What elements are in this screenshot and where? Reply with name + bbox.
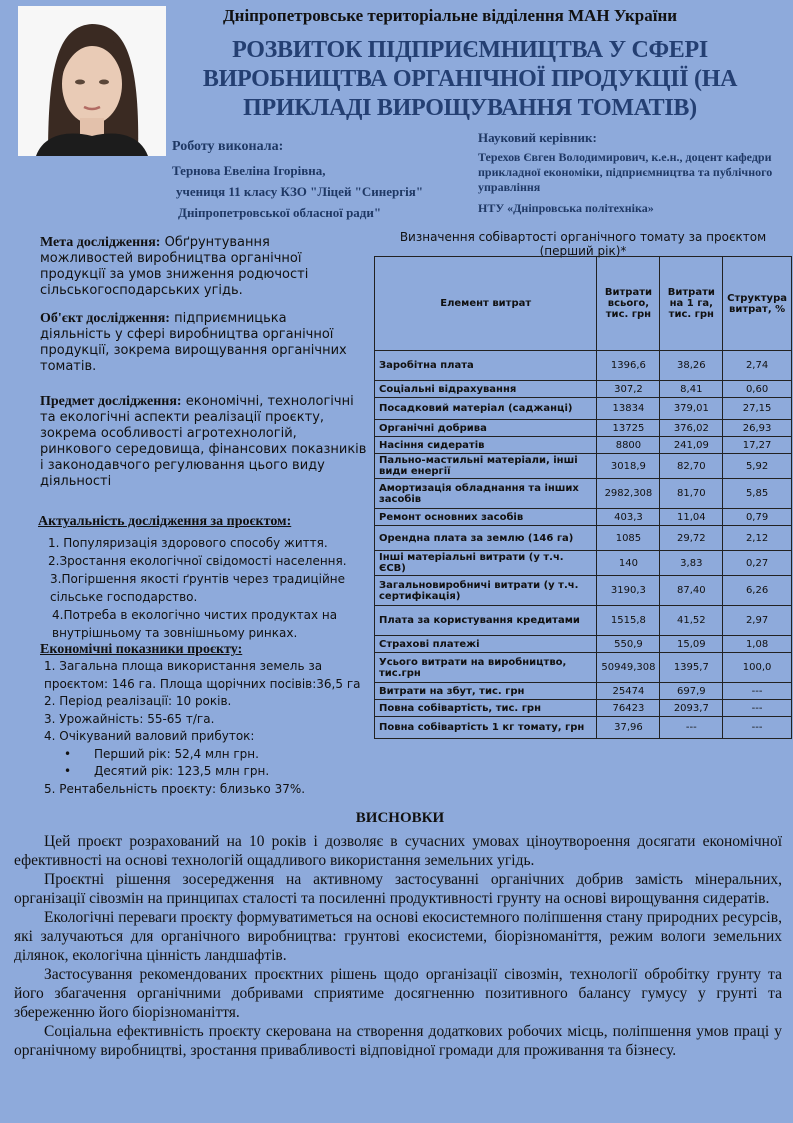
column-header: Елемент витрат — [375, 257, 597, 351]
cost-element-cell: Ремонт основних засобів — [375, 509, 597, 526]
value-cell: 15,09 — [660, 636, 723, 653]
goal-label: Мета дослідження: — [40, 235, 161, 250]
list-item: 4. Очікуваний валовий прибуток: — [44, 729, 255, 743]
author-label: Роботу виконала: — [172, 139, 284, 154]
relevance-list — [38, 534, 378, 642]
research-object — [40, 311, 360, 375]
cost-element-cell: Витрати на збут, тис. грн — [375, 683, 597, 700]
value-cell: 76423 — [597, 700, 660, 717]
list-item: 3.Погіршення якості ґрунтів через традиційне сільське господарство. — [50, 572, 346, 604]
subject-text: економічні, технологічні та екологічні аспекти реалізації проєкту, зокрема особливості агротехнологій, ринкового середовища, фінансових показників і законодавчого регулювання цього виду діяльності — [40, 394, 367, 489]
cost-table-body — [375, 351, 792, 739]
value-cell: 8,41 — [660, 381, 723, 398]
conclusions-text — [14, 832, 782, 1060]
economic-title: Економічні показники проєкту: — [40, 642, 243, 657]
cost-element-cell: Амортизація обладнання та інших засобів — [375, 479, 597, 509]
supervisor-label: Науковий керівник: — [478, 130, 597, 145]
list-item: 2.Зростання екологічної свідомості населення. — [48, 554, 347, 568]
value-cell: 2,74 — [723, 351, 792, 381]
cost-element-cell: Посадковий матеріал (саджанці) — [375, 398, 597, 420]
value-cell: 37,96 — [597, 717, 660, 739]
research-subject — [40, 394, 370, 490]
subject-label: Предмет дослідження: — [40, 394, 182, 409]
cost-element-cell: Повна собівартість 1 кг томату, грн — [375, 717, 597, 739]
table-row — [375, 437, 792, 454]
value-cell: 0,27 — [723, 551, 792, 576]
value-cell: 3018,9 — [597, 454, 660, 479]
cost-element-cell: Соціальні відрахування — [375, 381, 597, 398]
value-cell: --- — [660, 717, 723, 739]
table-row — [375, 454, 792, 479]
value-cell: 0,79 — [723, 509, 792, 526]
column-header: Витрати на 1 га, тис. грн — [660, 257, 723, 351]
value-cell: 5,92 — [723, 454, 792, 479]
table-row — [375, 683, 792, 700]
table-row — [375, 479, 792, 509]
table-row — [375, 381, 792, 398]
author-photo — [18, 6, 166, 156]
table-row — [375, 551, 792, 576]
cost-element-cell: Заробітна плата — [375, 351, 597, 381]
value-cell: 140 — [597, 551, 660, 576]
column-header: Структура витрат, % — [723, 257, 792, 351]
goal-text: Обґрунтування можливостей виробництва органічної продукції за умов зниження родючості сільськогосподарських угідь. — [40, 235, 309, 298]
list-item: 4.Потреба в екологічно чистих продуктах на внутрішньому та зовнішньому ринках. — [52, 608, 338, 640]
table-row — [375, 653, 792, 683]
cost-element-cell: Страхові платежі — [375, 636, 597, 653]
list-item: 1. Популяризація здорового способу життя. — [48, 536, 328, 550]
author-council: Дніпропетровської обласної ради" — [178, 205, 382, 220]
cost-table — [374, 256, 792, 739]
cost-element-cell: Повна собівартість, тис. грн — [375, 700, 597, 717]
organization-name: Дніпропетровське територіальне відділення МАН України — [222, 6, 678, 25]
value-cell: 0,60 — [723, 381, 792, 398]
table-caption: Визначення собівартості органічного томату за проєктом (перший рік)* — [399, 230, 767, 258]
cost-element-cell: Орендна плата за землю (146 га) — [375, 526, 597, 551]
value-cell: 11,04 — [660, 509, 723, 526]
table-row — [375, 351, 792, 381]
supervisor-name: Терехов Євген Володимирович, к.е.н., доцент кафедри прикладної економіки, підприємництва та публічного управління — [478, 150, 773, 194]
value-cell: 2093,7 — [660, 700, 723, 717]
cost-element-cell: Загальновиробничі витрати (у т.ч. сертифікація) — [375, 576, 597, 606]
author-school: учениця 11 класу КЗО "Ліцей "Синергія" — [176, 184, 424, 199]
value-cell: 8800 — [597, 437, 660, 454]
value-cell: 27,15 — [723, 398, 792, 420]
cost-element-cell: Органічні добрива — [375, 420, 597, 437]
conclusion-paragraph: Екологічні переваги проєкту формуватиметься на основі екосистемного поліпшення стану природних ресурсів, які залучаються для органічного виробництва: грунтові екосистеми, біорізноманіття, режим вологи земельних ділянок, екологічна цінність ландшафтів. — [14, 909, 782, 964]
conclusion-paragraph: Цей проєкт розрахований на 10 років і дозволяє в сучасних умовах ціноутвороення досягати економічної ефективності на основі технологій ощадливого використання земельних угідь. — [14, 833, 782, 869]
list-item: • Перший рік: 52,4 млн грн. — [64, 746, 259, 761]
cost-element-cell: Плата за користування кредитами — [375, 606, 597, 636]
table-row — [375, 636, 792, 653]
object-text: підприємницька діяльність у сфері виробництва органічної продукції, зокрема вирощування органічних томатів. — [40, 311, 347, 374]
column-header: Витрати всього, тис. грн — [597, 257, 660, 351]
table-row — [375, 398, 792, 420]
value-cell: 82,70 — [660, 454, 723, 479]
value-cell: --- — [723, 683, 792, 700]
table-row — [375, 576, 792, 606]
value-cell: 3190,3 — [597, 576, 660, 606]
supervisor-block — [478, 130, 793, 216]
value-cell: 50949,308 — [597, 653, 660, 683]
value-cell: 2982,308 — [597, 479, 660, 509]
cost-element-cell: Насіння сидератів — [375, 437, 597, 454]
supervisor-university: НТУ «Дніпровська політехніка» — [478, 201, 654, 215]
list-item: 5. Рентабельність проєкту: близько 37%. — [44, 781, 306, 796]
table-row — [375, 420, 792, 437]
conclusion-paragraph: Застосування рекомендованих проєктних рішень щодо організації сівозмін, технології обробітку грунту та його збагачення органічними добривами сприятиме досягненню позитивного балансу гумусу у грунті та збереженню його біорізноманіття. — [14, 966, 782, 1021]
value-cell: 81,70 — [660, 479, 723, 509]
table-row — [375, 700, 792, 717]
cost-element-cell: Інші матеріальні витрати (у т.ч. ЄСВ) — [375, 551, 597, 576]
value-cell: 25474 — [597, 683, 660, 700]
value-cell: 29,72 — [660, 526, 723, 551]
value-cell: 379,01 — [660, 398, 723, 420]
cost-element-cell: Усього витрати на виробництво, тис.грн — [375, 653, 597, 683]
value-cell: 38,26 — [660, 351, 723, 381]
author-name: Тернова Евеліна Ігорівна, — [172, 163, 326, 178]
value-cell: 403,3 — [597, 509, 660, 526]
relevance-section — [38, 514, 378, 642]
value-cell: 1515,8 — [597, 606, 660, 636]
value-cell: --- — [723, 717, 792, 739]
economic-section — [40, 642, 380, 798]
value-cell: 17,27 — [723, 437, 792, 454]
value-cell: 307,2 — [597, 381, 660, 398]
value-cell: 13725 — [597, 420, 660, 437]
relevance-title: Актуальність дослідження за проєктом: — [38, 514, 292, 529]
value-cell: 550,9 — [597, 636, 660, 653]
table-row — [375, 606, 792, 636]
object-label: Об'єкт дослідження: — [40, 311, 170, 326]
list-item: 2. Період реалізації: 10 років. — [44, 694, 232, 708]
table-row — [375, 526, 792, 551]
value-cell: 41,52 — [660, 606, 723, 636]
value-cell: 241,09 — [660, 437, 723, 454]
value-cell: 26,93 — [723, 420, 792, 437]
cost-element-cell: Пально-мастильні матеріали, інші види енергії — [375, 454, 597, 479]
conclusion-paragraph: Проєктні рішення зосередження на активному застосуванні органічних добрив замість мінеральних, організації сівозмін на принципах сталості та посиленні продуктивності грунту на основі вирощування сидератів. — [14, 871, 782, 907]
page-title: РОЗВИТОК ПІДПРИЄМНИЦТВА У СФЕРІ ВИРОБНИЦТВА ОРГАНІЧНОЇ ПРОДУКЦІЇ (НА ПРИКЛАДІ ВИРОЩУВАННЯ ТОМАТІВ) — [202, 37, 738, 121]
conclusions-title: ВИСНОВКИ — [355, 810, 445, 826]
value-cell: 697,9 — [660, 683, 723, 700]
value-cell: 1085 — [597, 526, 660, 551]
value-cell: 376,02 — [660, 420, 723, 437]
value-cell: 1395,7 — [660, 653, 723, 683]
table-row — [375, 509, 792, 526]
value-cell: 2,97 — [723, 606, 792, 636]
value-cell: 87,40 — [660, 576, 723, 606]
author-block — [172, 136, 472, 223]
conclusion-paragraph: Соціальна ефективність проєкту скерована на створення додаткових робочих місць, поліпшення умов праці у органічному виробництві, зростання привабливості відповідної громади для проживання та бізнесу. — [14, 1023, 782, 1059]
value-cell: 1396,6 — [597, 351, 660, 381]
list-item: 1. Загальна площа використання земель за проєктом: 146 га. Площа щорічних посівів:36,5 га — [44, 659, 361, 691]
value-cell: 3,83 — [660, 551, 723, 576]
value-cell: 100,0 — [723, 653, 792, 683]
value-cell: 1,08 — [723, 636, 792, 653]
table-row — [375, 717, 792, 739]
value-cell: 6,26 — [723, 576, 792, 606]
list-item: 3. Урожайність: 55-65 т/га. — [44, 711, 215, 726]
value-cell: 5,85 — [723, 479, 792, 509]
value-cell: 13834 — [597, 398, 660, 420]
research-goal — [40, 235, 355, 299]
value-cell: 2,12 — [723, 526, 792, 551]
list-item: • Десятий рік: 123,5 млн грн. — [64, 764, 270, 778]
value-cell: --- — [723, 700, 792, 717]
